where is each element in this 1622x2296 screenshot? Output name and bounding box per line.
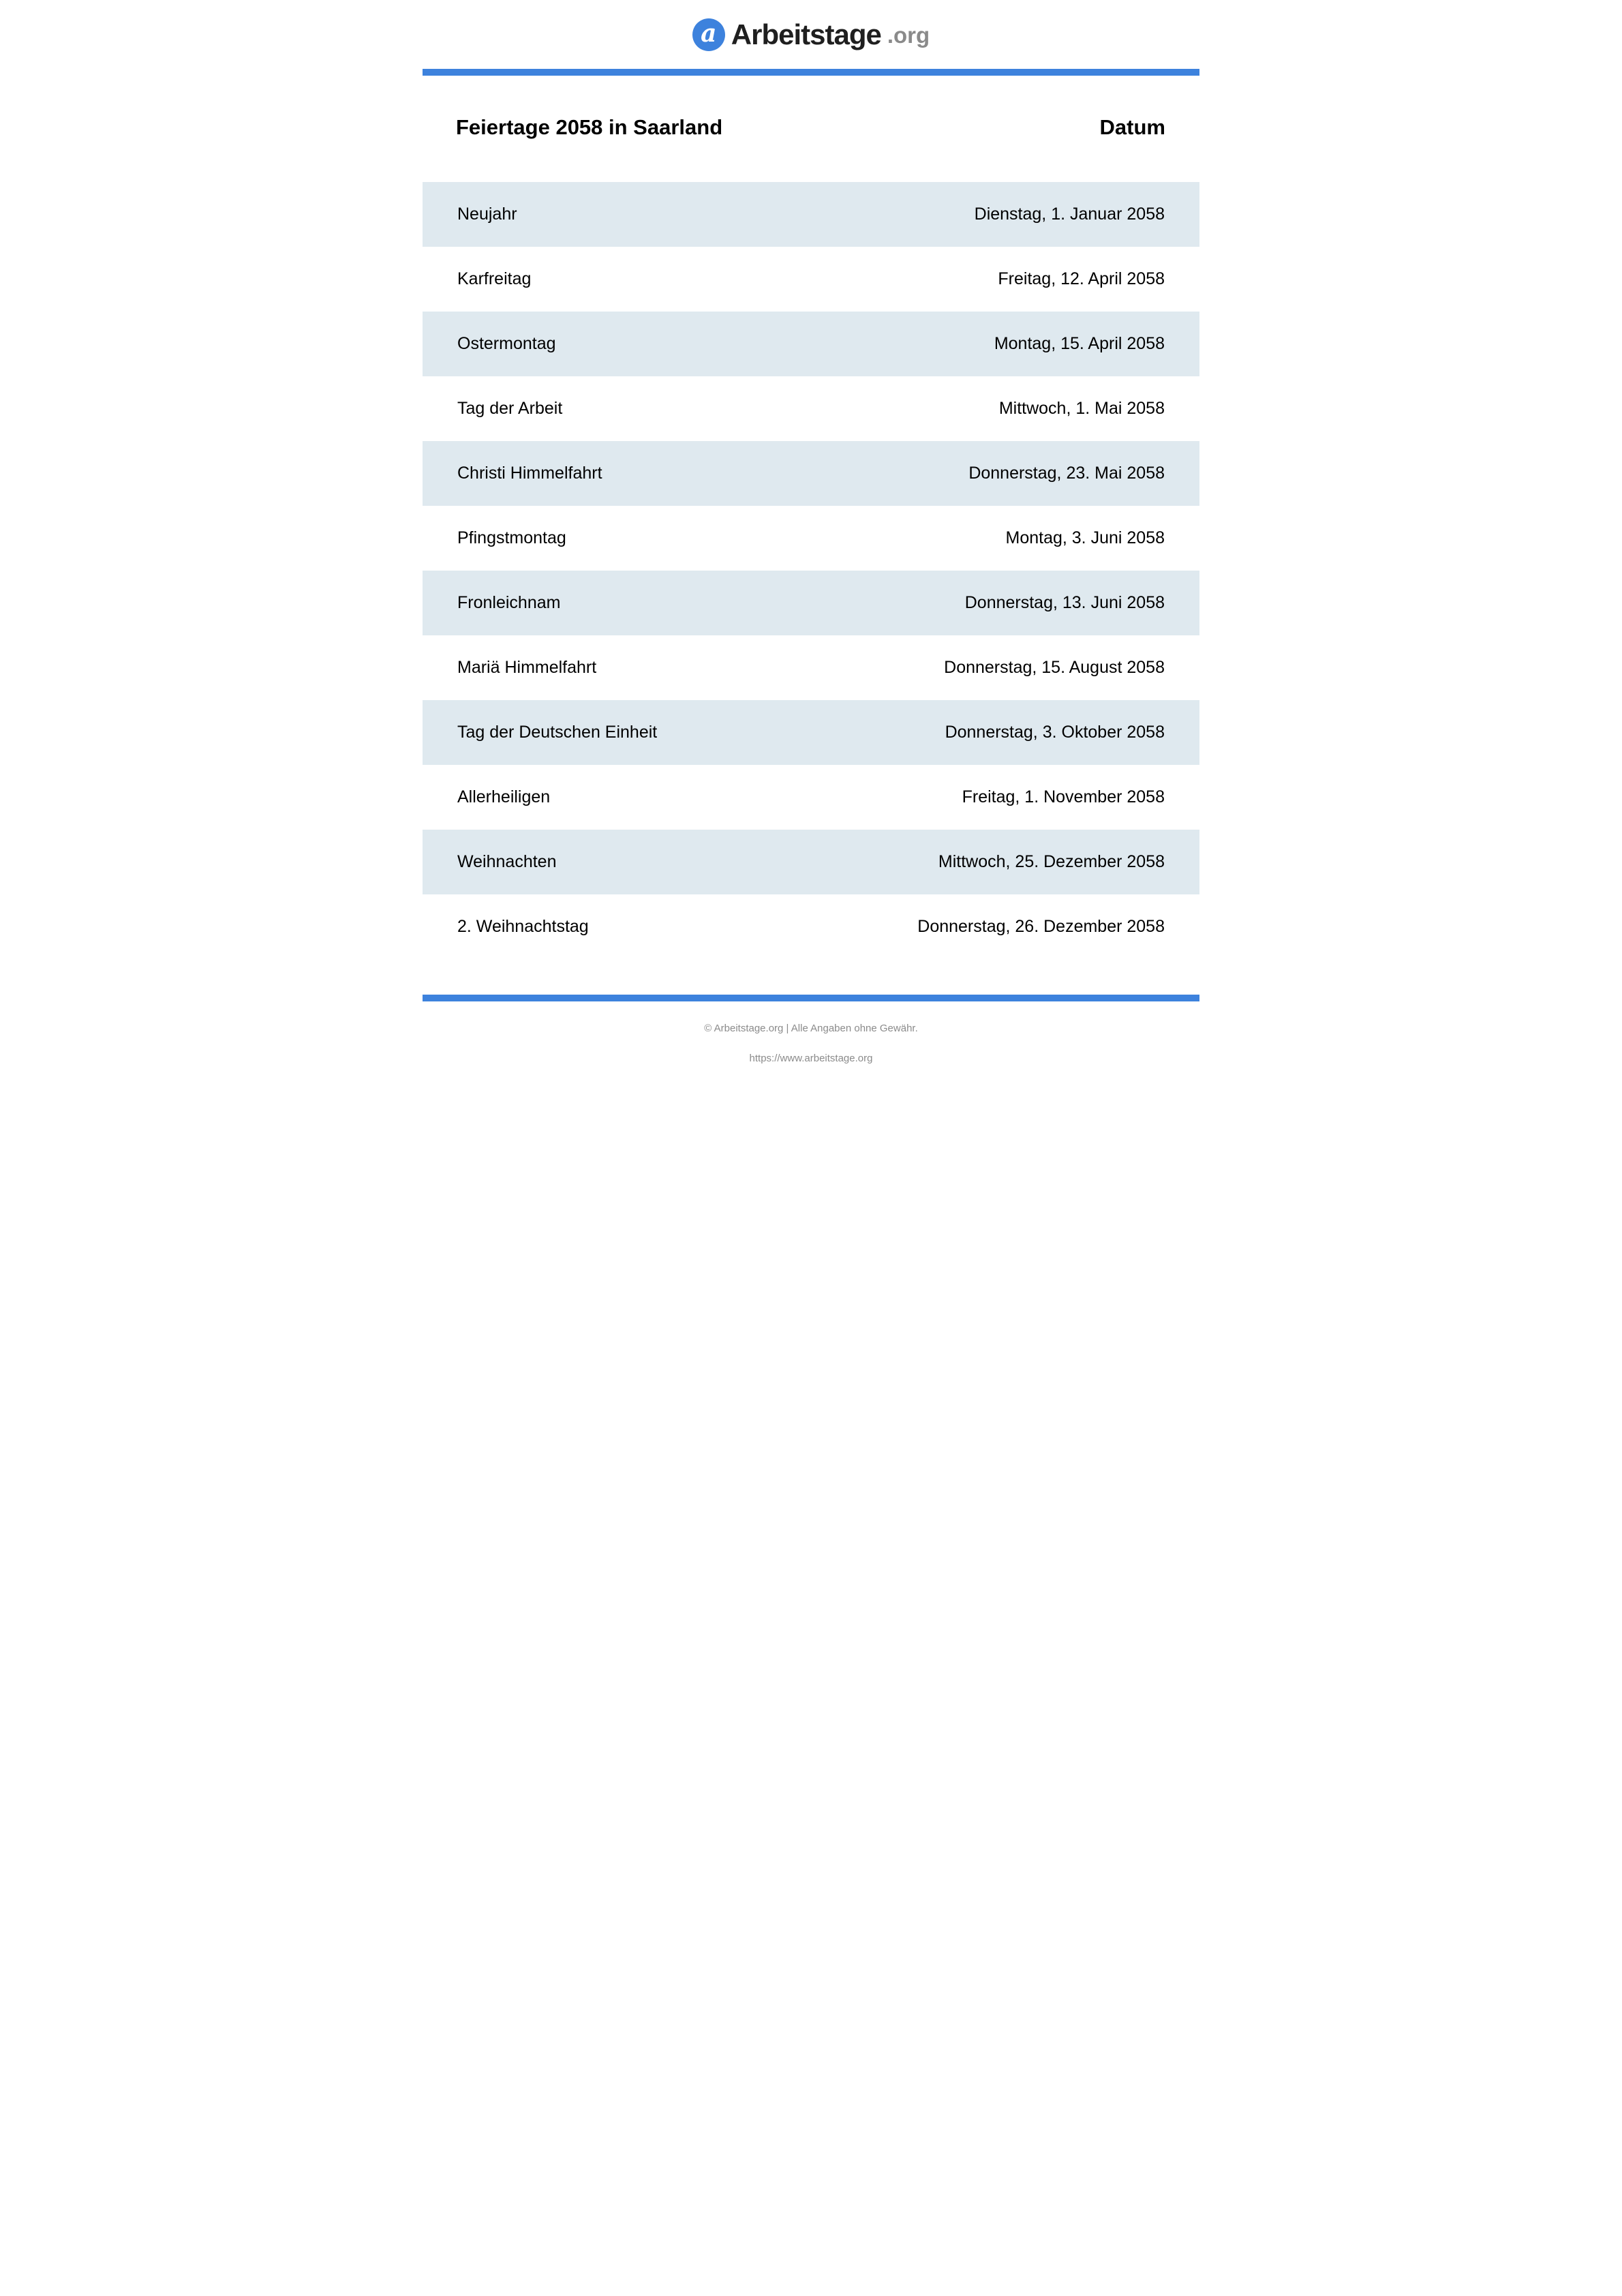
holiday-date: Mittwoch, 1. Mai 2058 bbox=[998, 399, 1165, 418]
holiday-date: Donnerstag, 15. August 2058 bbox=[944, 658, 1165, 677]
holiday-row bbox=[423, 312, 1199, 376]
site-header bbox=[406, 0, 1216, 51]
logo-letter: a bbox=[701, 19, 717, 48]
page-title: Feiertage 2058 in Saarland bbox=[456, 115, 723, 139]
bottom-divider-bar bbox=[423, 995, 1199, 1001]
holiday-date: Montag, 15. April 2058 bbox=[994, 334, 1165, 353]
holiday-row bbox=[423, 441, 1199, 506]
holiday-row bbox=[423, 700, 1199, 765]
holiday-name: Christi Himmelfahrt bbox=[457, 464, 602, 483]
holiday-date: Donnerstag, 13. Juni 2058 bbox=[964, 593, 1165, 612]
top-divider-bar bbox=[423, 69, 1199, 76]
holiday-row bbox=[423, 894, 1199, 959]
holiday-name: Pfingstmontag bbox=[457, 528, 566, 547]
holiday-row bbox=[423, 247, 1199, 312]
table-header bbox=[406, 115, 1216, 140]
holiday-name: Mariä Himmelfahrt bbox=[457, 658, 597, 677]
holiday-name: 2. Weihnachtstag bbox=[457, 917, 589, 936]
holiday-date: Donnerstag, 3. Oktober 2058 bbox=[945, 723, 1165, 742]
date-column-header: Datum bbox=[1099, 115, 1165, 139]
holiday-date: Freitag, 1. November 2058 bbox=[962, 787, 1165, 806]
holiday-row bbox=[423, 376, 1199, 441]
holiday-date: Donnerstag, 23. Mai 2058 bbox=[968, 464, 1165, 483]
page bbox=[406, 0, 1216, 1148]
holiday-date: Freitag, 12. April 2058 bbox=[998, 269, 1165, 288]
holiday-row bbox=[423, 506, 1199, 571]
holiday-date: Dienstag, 1. Januar 2058 bbox=[974, 205, 1165, 224]
holiday-name: Fronleichnam bbox=[457, 593, 561, 612]
holiday-name: Tag der Arbeit bbox=[457, 399, 563, 418]
holiday-row bbox=[423, 571, 1199, 635]
holiday-name: Ostermontag bbox=[457, 334, 556, 353]
footer-url-link[interactable]: https://www.arbeitstage.org bbox=[749, 1053, 873, 1064]
holiday-row bbox=[423, 182, 1199, 247]
footer-copyright: © Arbeitstage.org | Alle Angaben ohne Gewähr. bbox=[704, 1023, 918, 1034]
holiday-name: Allerheiligen bbox=[457, 787, 551, 806]
holiday-name: Tag der Deutschen Einheit bbox=[457, 723, 658, 742]
holiday-row bbox=[423, 635, 1199, 700]
holiday-row bbox=[423, 765, 1199, 830]
holiday-row bbox=[423, 830, 1199, 894]
arbeitstage-logo[interactable] bbox=[692, 18, 930, 51]
logo-tld: .org bbox=[887, 22, 930, 48]
holiday-date: Donnerstag, 26. Dezember 2058 bbox=[917, 917, 1165, 936]
holiday-date: Montag, 3. Juni 2058 bbox=[1005, 528, 1165, 547]
holiday-name: Weihnachten bbox=[457, 852, 557, 871]
holiday-table bbox=[406, 182, 1216, 959]
holiday-date: Mittwoch, 25. Dezember 2058 bbox=[938, 852, 1165, 871]
holiday-name: Neujahr bbox=[457, 205, 517, 224]
logo-text: Arbeitstage bbox=[731, 18, 881, 50]
arbeitstage-logo-icon bbox=[692, 18, 725, 51]
holiday-name: Karfreitag bbox=[457, 269, 532, 288]
